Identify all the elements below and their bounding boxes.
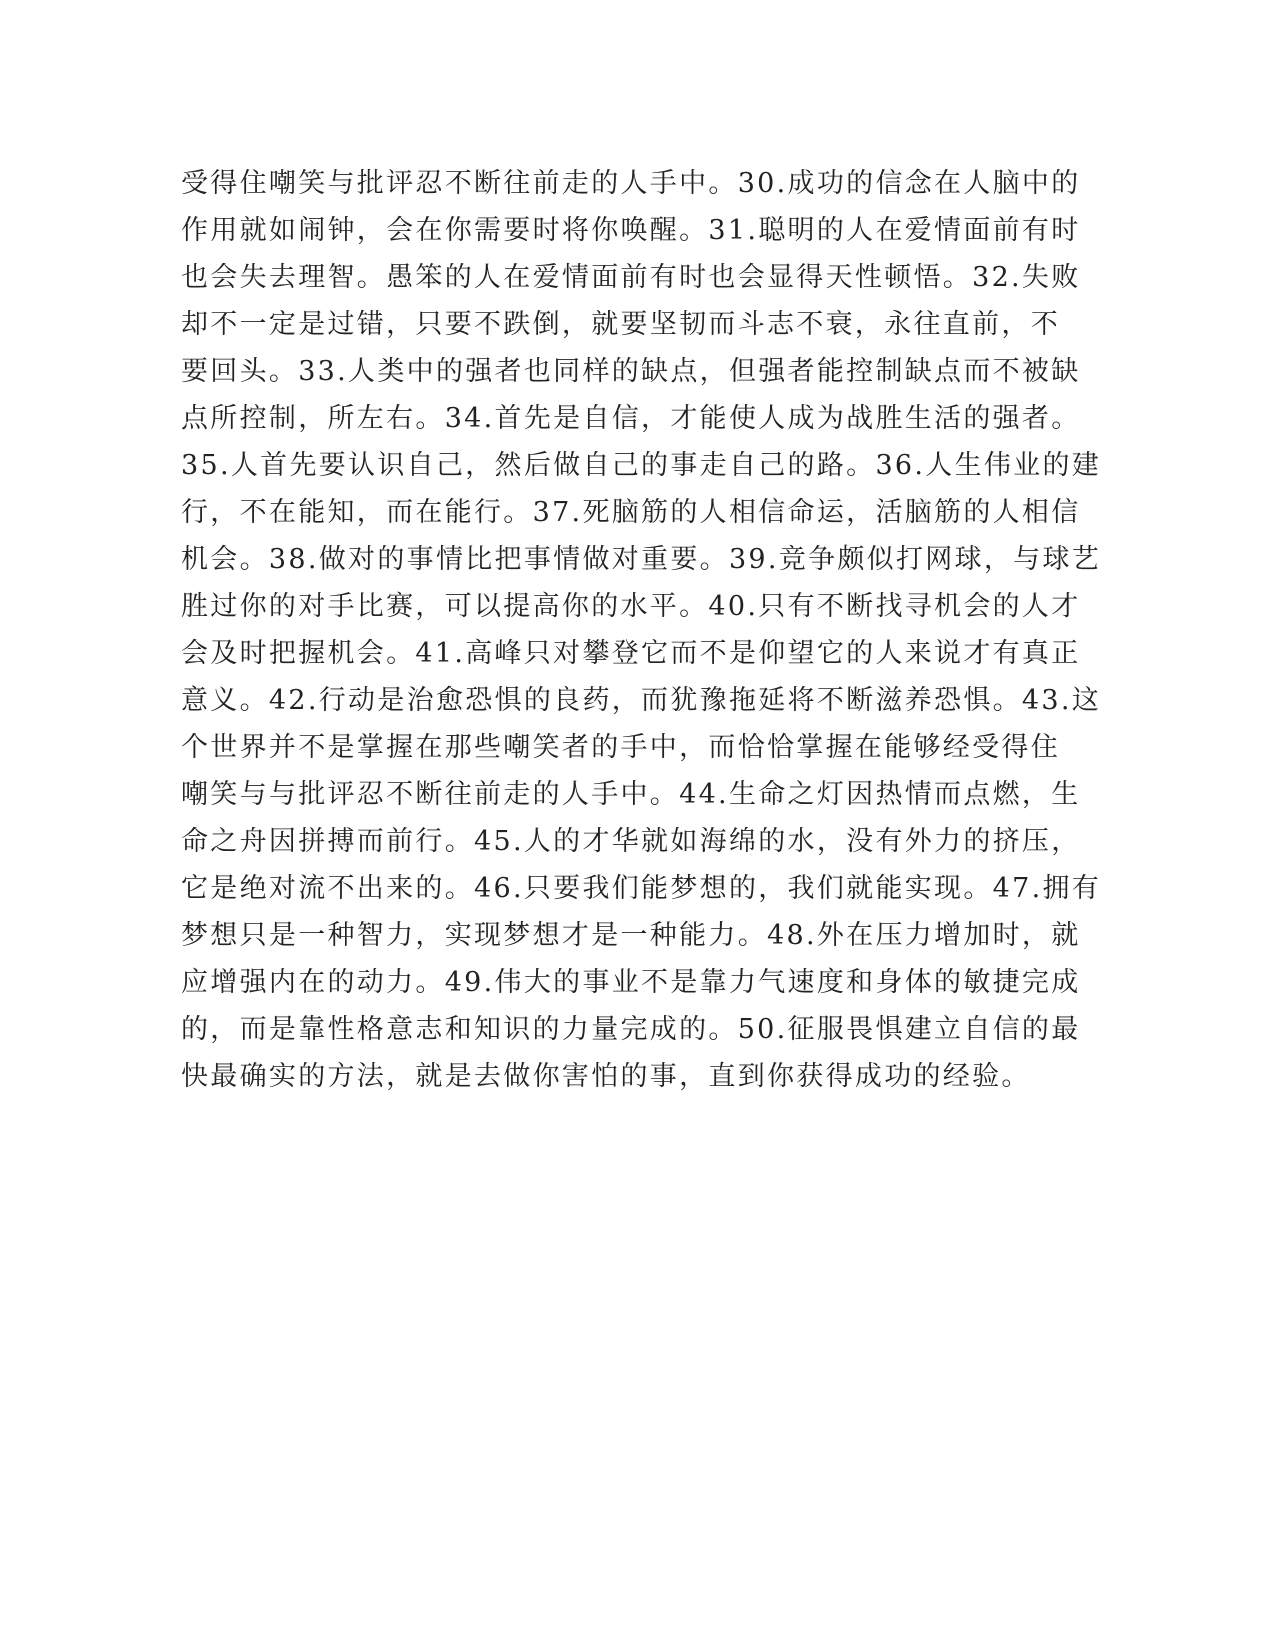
text-line: 嘲笑与与批评忍不断往前走的人手中。44.生命之灯因热情而点燃，生 <box>181 779 1081 810</box>
text-line: 要回头。33.人类中的强者也同样的缺点，但强者能控制缺点而不被缺 <box>181 356 1081 387</box>
text-line: 机会。38.做对的事情比把事情做对重要。39.竞争颇似打网球，与球艺 <box>181 544 1102 575</box>
body-text <box>181 160 1102 1100</box>
text-line: 点所控制，所左右。34.首先是自信，才能使人成为战胜生活的强者。 <box>181 403 1081 434</box>
text-line: 梦想只是一种智力，实现梦想才是一种能力。48.外在压力增加时，就 <box>181 920 1081 951</box>
text-line: 个世界并不是掌握在那些嘲笑者的手中，而恰恰掌握在能够经受得住 <box>181 732 1060 763</box>
text-line: 意义。42.行动是治愈恐惧的良药，而犹豫拖延将不断滋养恐惧。43.这 <box>181 685 1102 716</box>
text-line: 35.人首先要认识自己，然后做自己的事走自己的路。36.人生伟业的建 <box>181 450 1102 481</box>
text-line: 作用就如闹钟，会在你需要时将你唤醒。31.聪明的人在爱情面前有时 <box>181 215 1081 246</box>
text-line: 应增强内在的动力。49.伟大的事业不是靠力气速度和身体的敏捷完成 <box>181 967 1081 998</box>
text-line: 受得住嘲笑与批评忍不断往前走的人手中。30.成功的信念在人脑中的 <box>181 168 1081 199</box>
text-line: 会及时把握机会。41.高峰只对攀登它而不是仰望它的人来说才有真正 <box>181 638 1081 669</box>
text-line: 却不一定是过错，只要不跌倒，就要坚韧而斗志不衰，永往直前，不 <box>181 309 1060 340</box>
text-line: 胜过你的对手比赛，可以提高你的水平。40.只有不断找寻机会的人才 <box>181 591 1081 622</box>
text-line: 也会失去理智。愚笨的人在爱情面前有时也会显得天性顿悟。32.失败 <box>181 262 1081 293</box>
text-line: 行，不在能知，而在能行。37.死脑筋的人相信命运，活脑筋的人相信 <box>181 497 1081 528</box>
text-line: 快最确实的方法，就是去做你害怕的事，直到你获得成功的经验。 <box>181 1061 1031 1092</box>
text-line: 命之舟因拼搏而前行。45.人的才华就如海绵的水，没有外力的挤压， <box>181 826 1081 857</box>
text-line: 它是绝对流不出来的。46.只要我们能梦想的，我们就能实现。47.拥有 <box>181 873 1102 904</box>
text-line: 的，而是靠性格意志和知识的力量完成的。50.征服畏惧建立自信的最 <box>181 1014 1081 1045</box>
